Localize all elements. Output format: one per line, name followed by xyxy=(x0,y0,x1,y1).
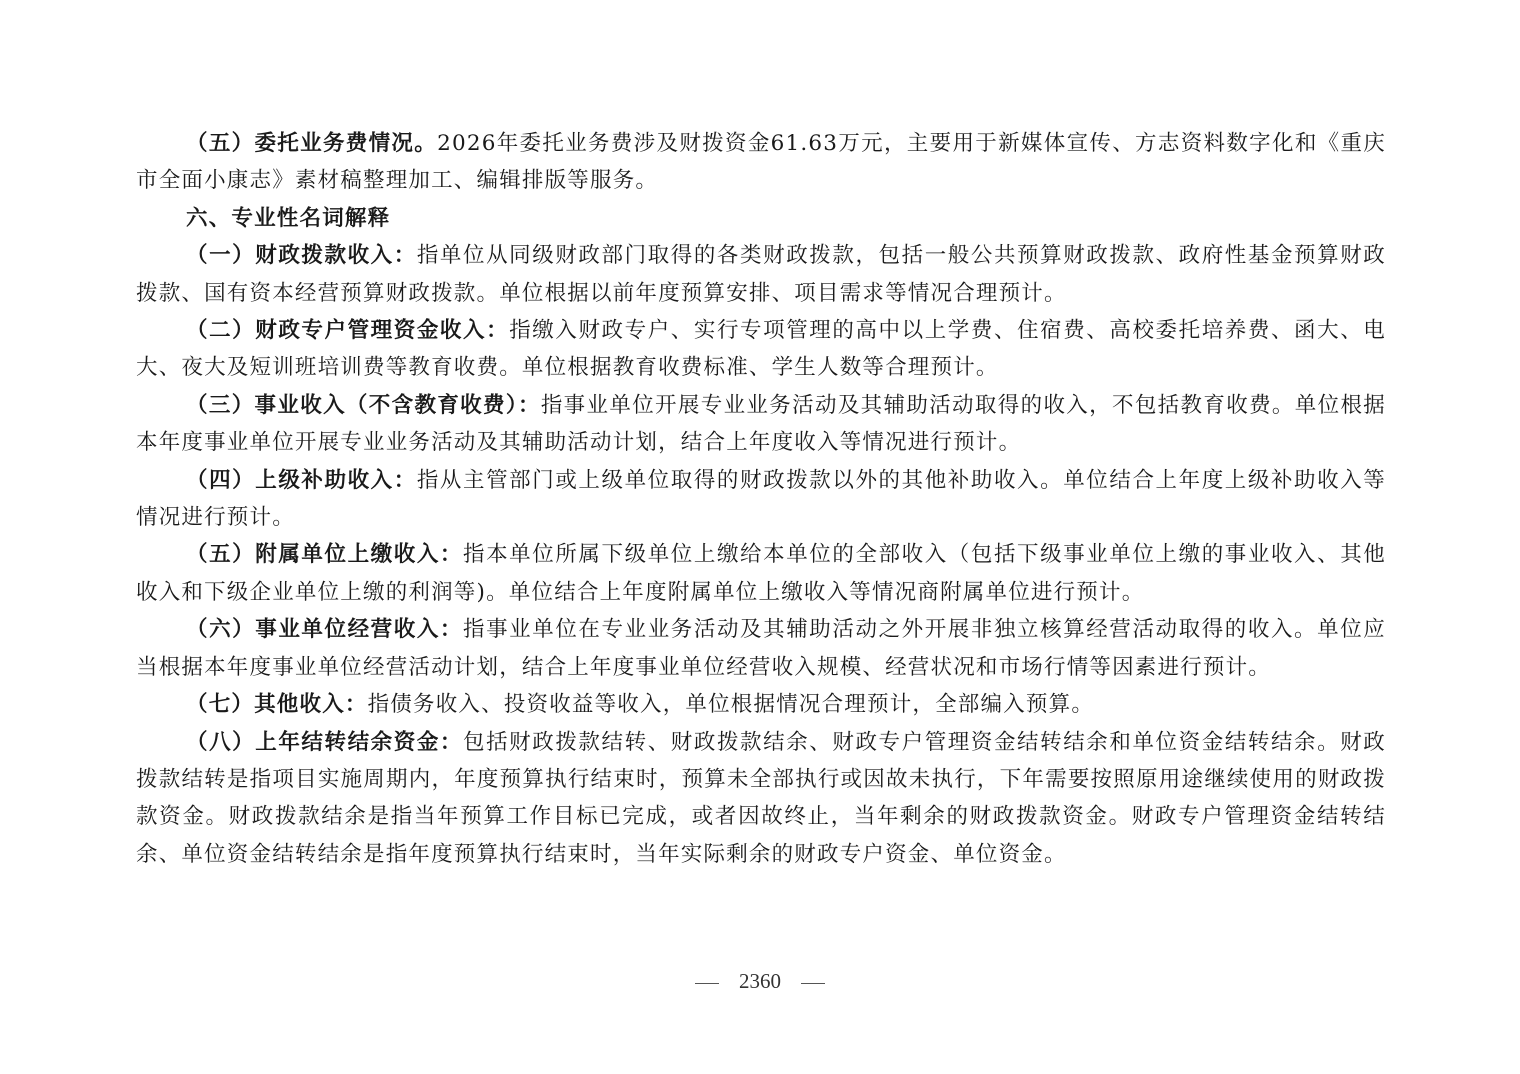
definition-text: 指债务收入、投资收益等收入，单位根据情况合理预计，全部编入预算。 xyxy=(367,692,1095,718)
definition-2 xyxy=(136,312,1386,387)
page-footer xyxy=(0,966,1520,996)
footer-dash-right xyxy=(801,983,825,984)
definition-text: 包括财政拨款结转、财政拨款结余、财政专户管理资金结转结余和单位资金结转结余。财政拨款结转是指项目实施周期内，年度预算执行结束时，预算未全部执行或因故未执行，下年需要按照原用途继续使用的财政拨款资金。财政拨款结余是指当年预算工作目标已完成，或者因故终止，当年剩余的财政拨款资金。财政专户管理资金结转结余、单位资金结转结余是指年度预算执行结束时，当年实际剩余的财政专户资金、单位资金。 xyxy=(136,729,1386,867)
definition-text: 指从主管部门或上级单位取得的财政拨款以外的其他补助收入。单位结合上年度上级补助收入等情况进行预计。 xyxy=(136,467,1386,531)
paragraph-lead: （五）委托业务费情况。 xyxy=(186,131,438,156)
definition-8 xyxy=(136,724,1386,874)
definition-term: （五）附属单位上缴收入： xyxy=(186,542,464,568)
definition-text: 指事业单位开展专业业务活动及其辅助活动取得的收入，不包括教育收费。单位根据本年度事业单位开展专业业务活动及其辅助活动计划，结合上年度收入等情况进行预计。 xyxy=(136,392,1387,456)
definition-text: 指缴入财政专户、实行专项管理的高中以上学费、住宿费、高校委托培养费、函大、电大、夜大及短训班培训费等教育收费。单位根据教育收费标准、学生人数等合理预计。 xyxy=(136,318,1386,381)
footer-dash-left xyxy=(695,983,719,984)
document-body xyxy=(136,125,1386,873)
definition-text: 指本单位所属下级单位上缴给本单位的全部收入（包括下级事业单位上缴的事业收入、其他收入和下级企业单位上缴的利润等)。单位结合上年度附属单位上缴收入等情况商附属单位进行预计。 xyxy=(136,542,1386,605)
paragraph-commission-fee xyxy=(136,125,1386,200)
definition-6 xyxy=(136,611,1386,686)
definition-4 xyxy=(136,462,1386,537)
definition-term: （八）上年结转结余资金： xyxy=(186,729,464,755)
definition-term: （二）财政专户管理资金收入： xyxy=(186,318,510,344)
definition-7 xyxy=(136,686,1386,723)
definition-term: （六）事业单位经营收入： xyxy=(186,617,464,643)
definition-term: （一）财政拨款收入： xyxy=(186,243,417,269)
definition-3 xyxy=(136,387,1386,462)
definition-term: （三）事业收入（不含教育收费）： xyxy=(186,392,541,418)
definition-text: 指事业单位在专业业务活动及其辅助活动之外开展非独立核算经营活动取得的收入。单位应当根据本年度事业单位经营活动计划，结合上年度事业单位经营收入规模、经营状况和市场行情等因素进行预计。 xyxy=(136,617,1386,680)
section-heading: 六、专业性名词解释 xyxy=(186,205,391,231)
definition-term: （四）上级补助收入： xyxy=(186,467,417,493)
page-number: 2360 xyxy=(739,969,781,993)
paragraph-text: 2026年委托业务费涉及财拨资金61.63万元，主要用于新媒体宣传、方志资料数字化和《重庆市全面小康志》素材稿整理加工、编辑排版等服务。 xyxy=(136,131,1387,194)
definition-text: 指单位从同级财政部门取得的各类财政拨款，包括一般公共预算财政拨款、政府性基金预算财政拨款、国有资本经营预算财政拨款。单位根据以前年度预算安排、项目需求等情况合理预计。 xyxy=(136,243,1386,306)
definition-1 xyxy=(136,237,1386,312)
definition-term: （七）其他收入： xyxy=(186,692,368,718)
definition-5 xyxy=(136,536,1386,611)
